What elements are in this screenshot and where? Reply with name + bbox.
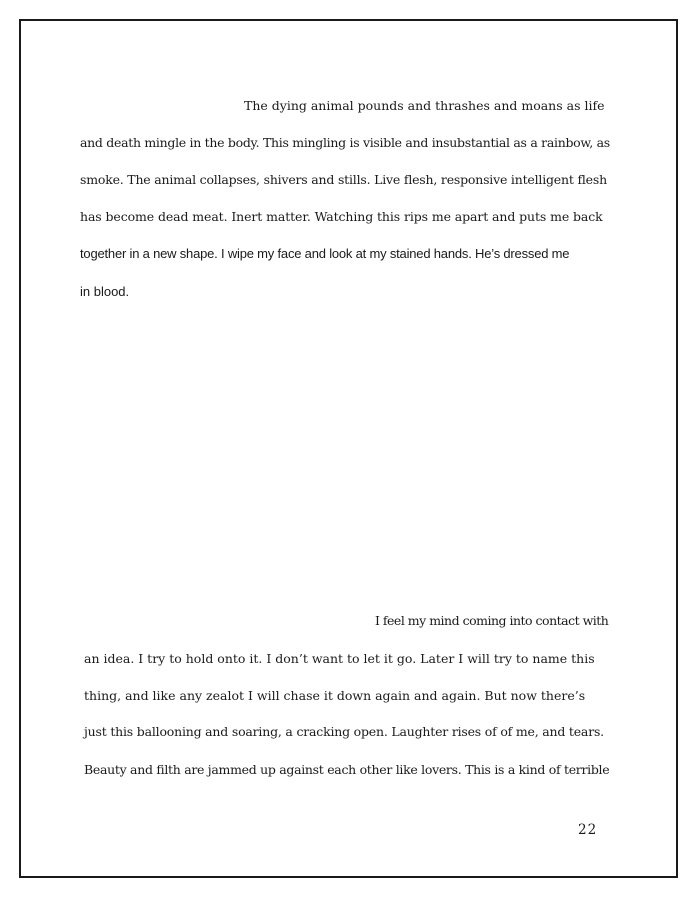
text-line: in blood.: [80, 284, 130, 299]
page-number: 22: [578, 822, 598, 838]
text-line: and death mingle in the body. This mingling is visible and insubstantial as a rainbow, as: [80, 135, 610, 150]
text-line: together in a new shape. I wipe my face and look at my stained hands. He’s dressed me: [80, 246, 570, 261]
text-line: The dying animal pounds and thrashes and moans as life: [244, 98, 605, 113]
text-line: an idea. I try to hold onto it. I don’t want to let it go. Later I will try to name this: [84, 651, 595, 666]
text-line: thing, and like any zealot I will chase it down again and again. But now there’s: [84, 688, 586, 703]
text-line: just this ballooning and soaring, a cracking open. Laughter rises of of me, and tears.: [84, 724, 604, 739]
text-line: smoke. The animal collapses, shivers and stills. Live flesh, responsive intelligent flesh: [80, 172, 607, 187]
text-line: Beauty and filth are jammed up against each other like lovers. This is a kind of terrible: [84, 762, 610, 777]
text-line: I feel my mind coming into contact with: [375, 613, 609, 628]
text-line: has become dead meat. Inert matter. Watching this rips me apart and puts me back: [80, 209, 603, 224]
